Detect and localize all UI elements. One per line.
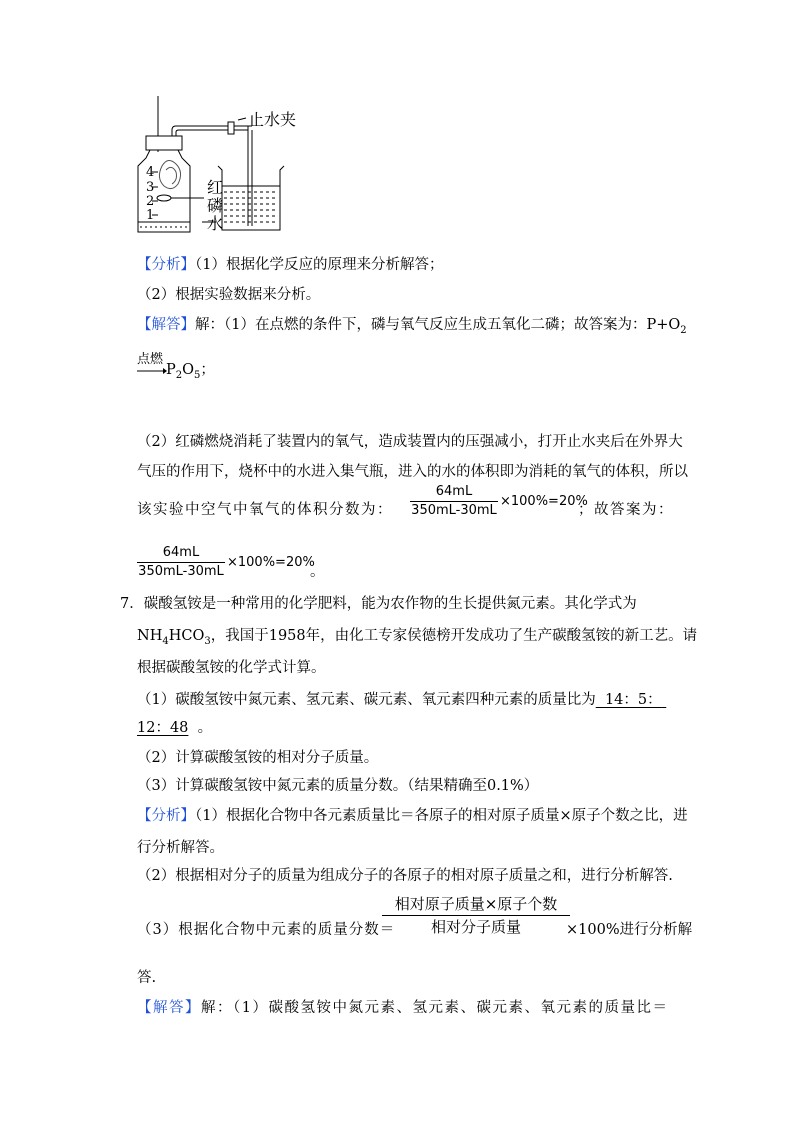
analysis-2-line-3: （2）根据相对分子的质量为组成分子的各原子的相对原子质量之和，进行分析解答. bbox=[137, 868, 673, 884]
fraction-mass-fraction: 相对原子质量×原子个数 相对分子质量 bbox=[382, 894, 570, 937]
analysis-tag: 【分析】 bbox=[137, 808, 195, 824]
label-water: 水 bbox=[207, 214, 224, 233]
analysis-1-line-1: 【分析】（1）根据化学反应的原理来分析解答； bbox=[137, 257, 444, 273]
analysis-2-line-1: 【分析】（1）根据化合物中各元素质量比＝各原子的相对原子质量×原子个数之比，进 bbox=[137, 808, 688, 824]
fraction-oxygen-answer-tail: ×100%=20% bbox=[227, 555, 315, 570]
scale-mark-4: 4 bbox=[146, 165, 155, 180]
answer-1-line-1: 【解答】解：（1）在点燃的条件下，磷与氧气反应生成五氧化二磷；故答案为：$P+O_2$ bbox=[137, 317, 687, 336]
answer-tag: 【解答】 bbox=[137, 1000, 201, 1016]
question-7-line-1: 7．碳酸氢铵是一种常用的化学肥料，能为农作物的生长提供氮元素。其化学式为 bbox=[120, 596, 637, 612]
fraction-oxygen: 64mL 350mL-30mL bbox=[411, 484, 497, 518]
answer-1-line-4: 该实验中空气中氧气的体积分数为： bbox=[137, 502, 393, 518]
scale-mark-1: 1 bbox=[146, 208, 155, 223]
scale-mark-3: 3 bbox=[146, 180, 155, 195]
label-red: 红 bbox=[207, 178, 224, 197]
answer-2-line-1: 【解答】解：（1）碳酸氢铵中氮元素、氢元素、碳元素、氧元素的质量比＝ bbox=[137, 1000, 669, 1016]
analysis-2-line-2: 行分析解答。 bbox=[137, 840, 224, 856]
answer-1-end: 。 bbox=[310, 564, 325, 580]
label-phosphorus: 磷 bbox=[207, 196, 224, 215]
analysis-2-line-4: （3）根据化合物中元素的质量分数＝ bbox=[137, 922, 396, 938]
answer-1-line-3: 气压的作用下，烧杯中的水进入集气瓶，进入的水的体积即为消耗的氧气的体积，所以 bbox=[137, 464, 688, 480]
answer-ratio-part-b: 12：48 bbox=[137, 720, 189, 736]
question-7-line-2: $NH_4HCO_3$，我国于1958年，由化工专家侯德榜开发成功了生产碳酸氢铵的新工艺。请 bbox=[137, 628, 698, 647]
answer-tag: 【解答】 bbox=[137, 317, 195, 333]
question-7-part-1-cont: 12：48 。 bbox=[137, 720, 213, 736]
analysis-2-line-5: 答. bbox=[137, 970, 157, 986]
fraction-oxygen-answer: 64mL 350mL-30mL bbox=[138, 545, 224, 579]
label-clamp: 止水夹 bbox=[248, 110, 297, 129]
question-number: 7． bbox=[120, 596, 144, 612]
fraction-oxygen-tail: ×100%=20% bbox=[500, 494, 588, 509]
analysis-2-line-4-tail: ×100%进行分析解 bbox=[566, 922, 693, 938]
question-7-part-3: （3）计算碳酸氢铵中氮元素的质量分数。（结果精确至0.1%） bbox=[137, 778, 539, 794]
answer-1-line-4-tail: ；故答案为： bbox=[578, 502, 674, 518]
reaction-product: $P_2O_5$； bbox=[166, 362, 215, 381]
answer-1-line-2: （2）红磷燃烧消耗了装置内的氧气，造成装置内的压强减小，打开止水夹后在外界大 bbox=[137, 434, 683, 450]
analysis-1-line-2: （2）根据实验数据来分析。 bbox=[137, 287, 321, 303]
reaction-arrow bbox=[137, 367, 167, 375]
question-7-line-3: 根据碳酸氢铵的化学式计算。 bbox=[137, 660, 326, 676]
question-7-part-2: （2）计算碳酸氢铵的相对分子质量。 bbox=[137, 750, 379, 766]
answer-ratio-part-a: 14：5： bbox=[604, 692, 662, 708]
analysis-tag: 【分析】 bbox=[137, 257, 195, 273]
scale-mark-2: 2 bbox=[146, 194, 155, 209]
reaction-condition: 点燃 bbox=[137, 352, 164, 367]
question-7-part-1: （1）碳酸氢铵中氮元素、氢元素、碳元素、氧元素四种元素的质量比为 14：5： bbox=[137, 690, 666, 710]
